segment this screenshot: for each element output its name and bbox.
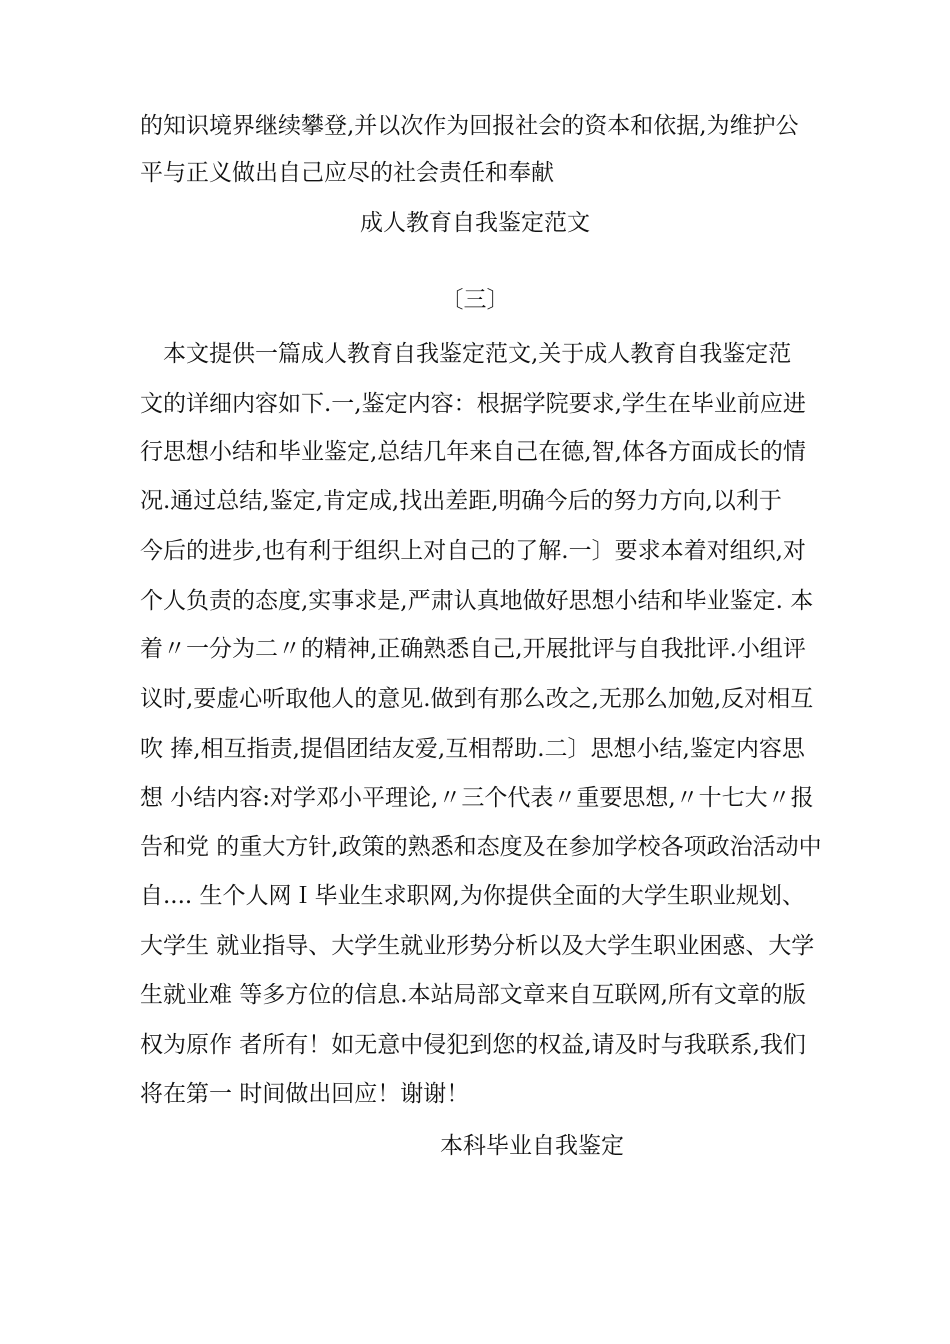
body-line-12: 自.... 生个人网Ｉ毕业生求职网,为你提供全面的大学生职业规划、 xyxy=(140,883,805,909)
body-line-2: 文的详细内容如下.一,鉴定内容：根据学院要求,学生在毕业前应进 xyxy=(140,391,806,417)
body-line-3: 行思想小结和毕业鉴定,总结几年来自己在德,智,体各方面成长的情 xyxy=(140,439,806,465)
body-line-1: 本文提供一篇成人教育自我鉴定范文,关于成人教育自我鉴定范 xyxy=(140,341,792,367)
body-line-5: 今后的进步,也有利于组织上对自己的了解.一〕要求本着对组织,对 xyxy=(140,538,806,564)
intro-line-1: 的知识境界继续攀登,并以次作为回报社会的资本和依据,为维护公 xyxy=(140,113,799,139)
body-line-16: 将在第一 时间做出回应！谢谢！ xyxy=(140,1081,470,1107)
body-line-7: 着〃一分为二〃的精神,正确熟悉自己,开展批评与自我批评.小组评 xyxy=(140,636,806,662)
body-line-8: 议时,要虚心听取他人的意见.做到有那么改之,无那么加勉,反对相互 xyxy=(140,686,814,712)
body-line-13: 大学生 就业指导、大学生就业形势分析以及大学生职业困惑、大学 xyxy=(140,933,815,959)
section-title: 成人教育自我鉴定范文 xyxy=(360,210,590,236)
body-line-14: 生就业难 等多方位的信息.本站局部文章来自互联网,所有文章的版 xyxy=(140,982,806,1008)
body-line-15: 权为原作 者所有！如无意中侵犯到您的权益,请及时与我联系,我们 xyxy=(140,1032,806,1058)
next-section-title: 本科毕业自我鉴定 xyxy=(440,1133,624,1159)
intro-line-2: 平与正义做出自己应尽的社会责任和奉献 xyxy=(140,160,554,186)
section-number: 〔三〕 xyxy=(440,287,510,313)
body-line-4: 况.通过总结,鉴定,肯定成,找出差距,明确今后的努力方向,以利于 xyxy=(140,488,782,514)
body-line-6: 个人负责的态度,实事求是,严肃认真地做好思想小结和毕业鉴定. 本 xyxy=(140,588,814,614)
body-line-10: 想 小结内容:对学邓小平理论,〃三个代表〃重要思想,〃十七大〃报 xyxy=(140,785,814,811)
body-line-11: 告和党 的重大方针,政策的熟悉和态度及在参加学校各项政治活动中 xyxy=(140,834,822,860)
body-line-9: 吹 捧,相互指责,提倡团结友爱,互相帮助.二〕思想小结,鉴定内容思 xyxy=(140,736,805,762)
